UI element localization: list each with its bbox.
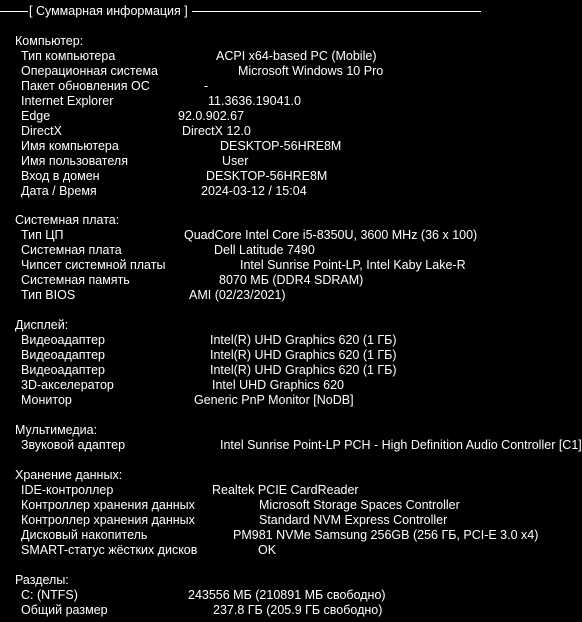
row-label: Тип BIOS <box>21 288 76 302</box>
row-value: DirectX 12.0 <box>182 124 251 138</box>
row-label: Дата / Время <box>21 184 97 198</box>
section-title: Системная плата: <box>15 213 120 227</box>
info-row[interactable] <box>0 139 582 154</box>
info-row[interactable] <box>0 348 582 363</box>
row-label: Edge <box>21 109 51 123</box>
row-value: 8070 МБ (DDR4 SDRAM) <box>219 273 364 287</box>
row-value: Intel(R) UHD Graphics 620 (1 ГБ) <box>210 348 397 362</box>
row-label: Контроллер хранения данных <box>21 513 195 527</box>
row-label: Тип ЦП <box>21 228 64 242</box>
row-label: IDE-контроллер <box>21 483 114 497</box>
info-row[interactable] <box>0 363 582 378</box>
section-title: Компьютер: <box>15 34 84 48</box>
row-value: Microsoft Storage Spaces Controller <box>259 498 460 512</box>
info-row[interactable] <box>0 543 582 558</box>
row-value: 11.3636.19041.0 <box>208 94 301 108</box>
row-value: QuadCore Intel Core i5-8350U, 3600 MHz (36 x 100) <box>184 228 478 242</box>
header-rule-right <box>192 11 481 12</box>
row-value: 237.8 ГБ (205.9 ГБ свободно) <box>213 603 383 617</box>
row-label: Пакет обновления ОС <box>21 79 150 93</box>
row-value: 243556 МБ (210891 МБ свободно) <box>188 588 386 602</box>
row-label: Общий размер <box>21 603 108 617</box>
row-label: Видеоадаптер <box>21 348 105 362</box>
report-header-title: [ Суммарная информация ] <box>29 4 188 18</box>
row-label: SMART-статус жёстких дисков <box>21 543 198 557</box>
row-label: DirectX <box>21 124 62 138</box>
row-label: Операционная система <box>21 64 159 78</box>
row-label: Монитор <box>21 393 72 407</box>
header-rule-left <box>0 11 28 12</box>
info-row[interactable] <box>0 273 582 288</box>
info-row[interactable] <box>0 64 582 79</box>
row-label: Контроллер хранения данных <box>21 498 195 512</box>
row-value: ACPI x64-based PC (Mobile) <box>216 49 377 63</box>
row-value: PM981 NVMe Samsung 256GB (256 ГБ, PCI-E 3.0 x4) <box>233 528 539 542</box>
row-value: Intel(R) UHD Graphics 620 (1 ГБ) <box>210 363 397 377</box>
row-label: Видеоадаптер <box>21 363 105 377</box>
section-title: Хранение данных: <box>15 468 123 482</box>
info-row[interactable] <box>0 438 582 453</box>
info-row[interactable] <box>0 498 582 513</box>
row-label: Имя пользователя <box>21 154 128 168</box>
info-row[interactable] <box>0 483 582 498</box>
row-label: Видеоадаптер <box>21 333 105 347</box>
row-value: Intel UHD Graphics 620 <box>212 378 345 392</box>
info-row[interactable] <box>0 49 582 64</box>
row-label: 3D-акселератор <box>21 378 114 392</box>
row-value: DESKTOP-56HRE8M <box>220 139 342 153</box>
row-label: Чипсет системной платы <box>21 258 166 272</box>
row-value: Microsoft Windows 10 Pro <box>238 64 384 78</box>
info-row[interactable] <box>0 393 582 408</box>
row-value: 92.0.902.67 <box>178 109 245 123</box>
section-title: Мультимедиа: <box>15 423 98 437</box>
row-value: DESKTOP-56HRE8M <box>206 169 328 183</box>
row-value: Intel(R) UHD Graphics 620 (1 ГБ) <box>210 333 397 347</box>
row-value: Intel Sunrise Point-LP PCH - High Definition Audio Controller [C1] <box>220 438 582 452</box>
info-row[interactable] <box>0 333 582 348</box>
row-label: Системная память <box>21 273 130 287</box>
info-row[interactable] <box>0 94 582 109</box>
info-row[interactable] <box>0 258 582 273</box>
row-label: C: (NTFS) <box>21 588 78 602</box>
row-label: Имя компьютера <box>21 139 119 153</box>
info-row[interactable] <box>0 288 582 303</box>
row-value: User <box>222 154 249 168</box>
row-value: Realtek PCIE CardReader <box>212 483 359 497</box>
row-label: Системная плата <box>21 243 122 257</box>
row-label: Звуковой адаптер <box>21 438 126 452</box>
info-row[interactable] <box>0 184 582 199</box>
row-value: OK <box>258 543 277 557</box>
section-title: Разделы: <box>15 573 69 587</box>
row-label: Тип компьютера <box>21 49 116 63</box>
row-value: Intel Sunrise Point-LP, Intel Kaby Lake-R <box>240 258 466 272</box>
row-value: AMI (02/23/2021) <box>189 288 286 302</box>
info-row[interactable] <box>0 124 582 139</box>
row-value: Generic PnP Monitor [NoDB] <box>194 393 354 407</box>
row-value: Standard NVM Express Controller <box>259 513 448 527</box>
info-row[interactable] <box>0 513 582 528</box>
row-label: Дисковый накопитель <box>21 528 148 542</box>
info-row[interactable] <box>0 603 582 618</box>
info-row[interactable] <box>0 109 582 124</box>
info-row[interactable] <box>0 378 582 393</box>
row-label: Вход в домен <box>21 169 100 183</box>
info-row[interactable] <box>0 79 582 94</box>
row-value: 2024-03-12 / 15:04 <box>201 184 307 198</box>
info-row[interactable] <box>0 169 582 184</box>
section-title: Дисплей: <box>15 318 69 332</box>
row-value: Dell Latitude 7490 <box>214 243 315 257</box>
info-row[interactable] <box>0 243 582 258</box>
info-row[interactable] <box>0 228 582 243</box>
row-value: - <box>204 79 209 93</box>
info-row[interactable] <box>0 588 582 603</box>
section-header-line <box>0 4 481 19</box>
row-label: Internet Explorer <box>21 94 114 108</box>
info-row[interactable] <box>0 528 582 543</box>
info-row[interactable] <box>0 154 582 169</box>
